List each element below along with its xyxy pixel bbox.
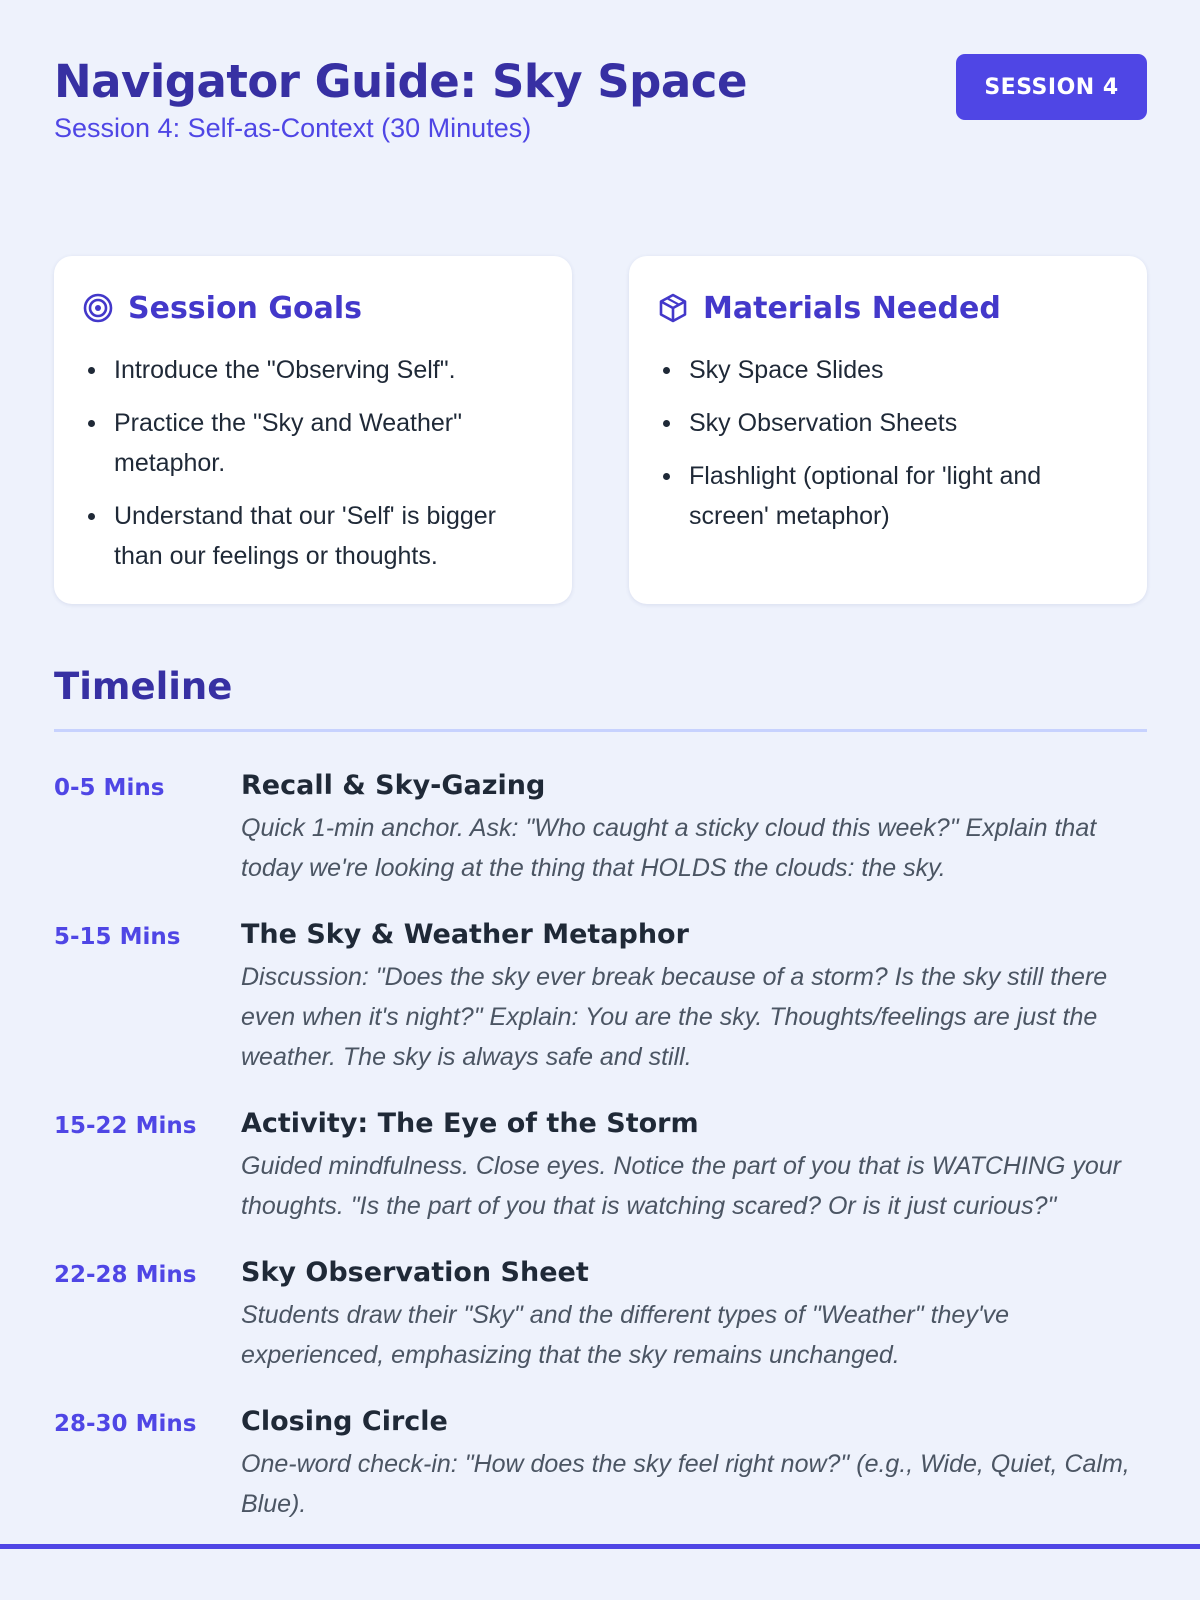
- list-item: Practice the "Sky and Weather" metaphor.: [82, 403, 544, 483]
- timeline-activity-title: Sky Observation Sheet: [241, 1257, 589, 1288]
- timeline-time: 0-5 Mins: [54, 775, 165, 801]
- timeline-body: [241, 1105, 1147, 1226]
- timeline-row: [54, 1403, 1147, 1524]
- timeline-activity-title: Closing Circle: [241, 1406, 448, 1437]
- timeline-activity-title: The Sky & Weather Metaphor: [241, 919, 689, 950]
- timeline-time: 5-15 Mins: [54, 924, 181, 950]
- materials-needed-title: Materials Needed: [703, 290, 1001, 326]
- target-icon: [82, 292, 114, 324]
- info-cards: [54, 256, 1147, 604]
- timeline-list: [54, 767, 1147, 1524]
- timeline-row: [54, 1254, 1147, 1375]
- timeline-heading: Timeline: [54, 662, 1147, 732]
- list-item: Flashlight (optional for 'light and screen' metaphor): [657, 456, 1119, 536]
- timeline-row: [54, 916, 1147, 1077]
- session-goals-header: [82, 288, 544, 328]
- materials-needed-header: [657, 288, 1119, 328]
- timeline-row: [54, 767, 1147, 888]
- timeline-activity-description: Guided mindfulness. Close eyes. Notice the part of you that is WATCHING your thoughts. "Is the part of you that is watching scared? Or is it just curious?": [241, 1152, 1122, 1220]
- box-icon: [657, 292, 689, 324]
- page-title: Navigator Guide: Sky Space: [54, 55, 747, 108]
- timeline-time: 28-30 Mins: [54, 1411, 197, 1437]
- timeline-time: 15-22 Mins: [54, 1113, 197, 1139]
- timeline-activity-title: Activity: The Eye of the Storm: [241, 1108, 699, 1139]
- bottom-accent-bar: [0, 1544, 1200, 1549]
- page-header: [54, 54, 1147, 164]
- session-goals-card: [54, 256, 572, 604]
- timeline-activity-description: Quick 1-min anchor. Ask: "Who caught a sticky cloud this week?" Explain that today we're looking at the thing that HOLDS the clouds: the sky.: [241, 814, 1097, 882]
- timeline-time: 22-28 Mins: [54, 1262, 197, 1288]
- timeline-body: [241, 1254, 1147, 1375]
- timeline-activity-title: Recall & Sky-Gazing: [241, 770, 546, 801]
- list-item: Sky Observation Sheets: [657, 403, 1119, 443]
- session-goals-title: Session Goals: [128, 290, 362, 326]
- session-goals-list: [82, 350, 544, 576]
- list-item: Sky Space Slides: [657, 350, 1119, 390]
- materials-needed-card: [629, 256, 1147, 604]
- timeline-body: [241, 1403, 1147, 1524]
- list-item: Introduce the "Observing Self".: [82, 350, 544, 390]
- page-subtitle: Session 4: Self-as-Context (30 Minutes): [54, 113, 532, 143]
- timeline-activity-description: Discussion: "Does the sky ever break because of a storm? Is the sky still there even when it's night?" Explain: You are the sky. Thoughts/feelings are just the weather. The sky is always safe and still.: [241, 963, 1108, 1071]
- timeline-activity-description: Students draw their "Sky" and the different types of "Weather" they've experienced, emphasizing that the sky remains unchanged.: [241, 1301, 1009, 1369]
- list-item: Understand that our 'Self' is bigger than our feelings or thoughts.: [82, 496, 544, 576]
- timeline-body: [241, 767, 1147, 888]
- timeline-row: [54, 1105, 1147, 1226]
- guide-page: [54, 54, 1147, 1552]
- timeline-body: [241, 916, 1147, 1077]
- session-badge: SESSION 4: [956, 54, 1147, 120]
- timeline-activity-description: One-word check-in: "How does the sky feel right now?" (e.g., Wide, Quiet, Calm, Blue).: [241, 1450, 1130, 1518]
- materials-needed-list: [657, 350, 1119, 536]
